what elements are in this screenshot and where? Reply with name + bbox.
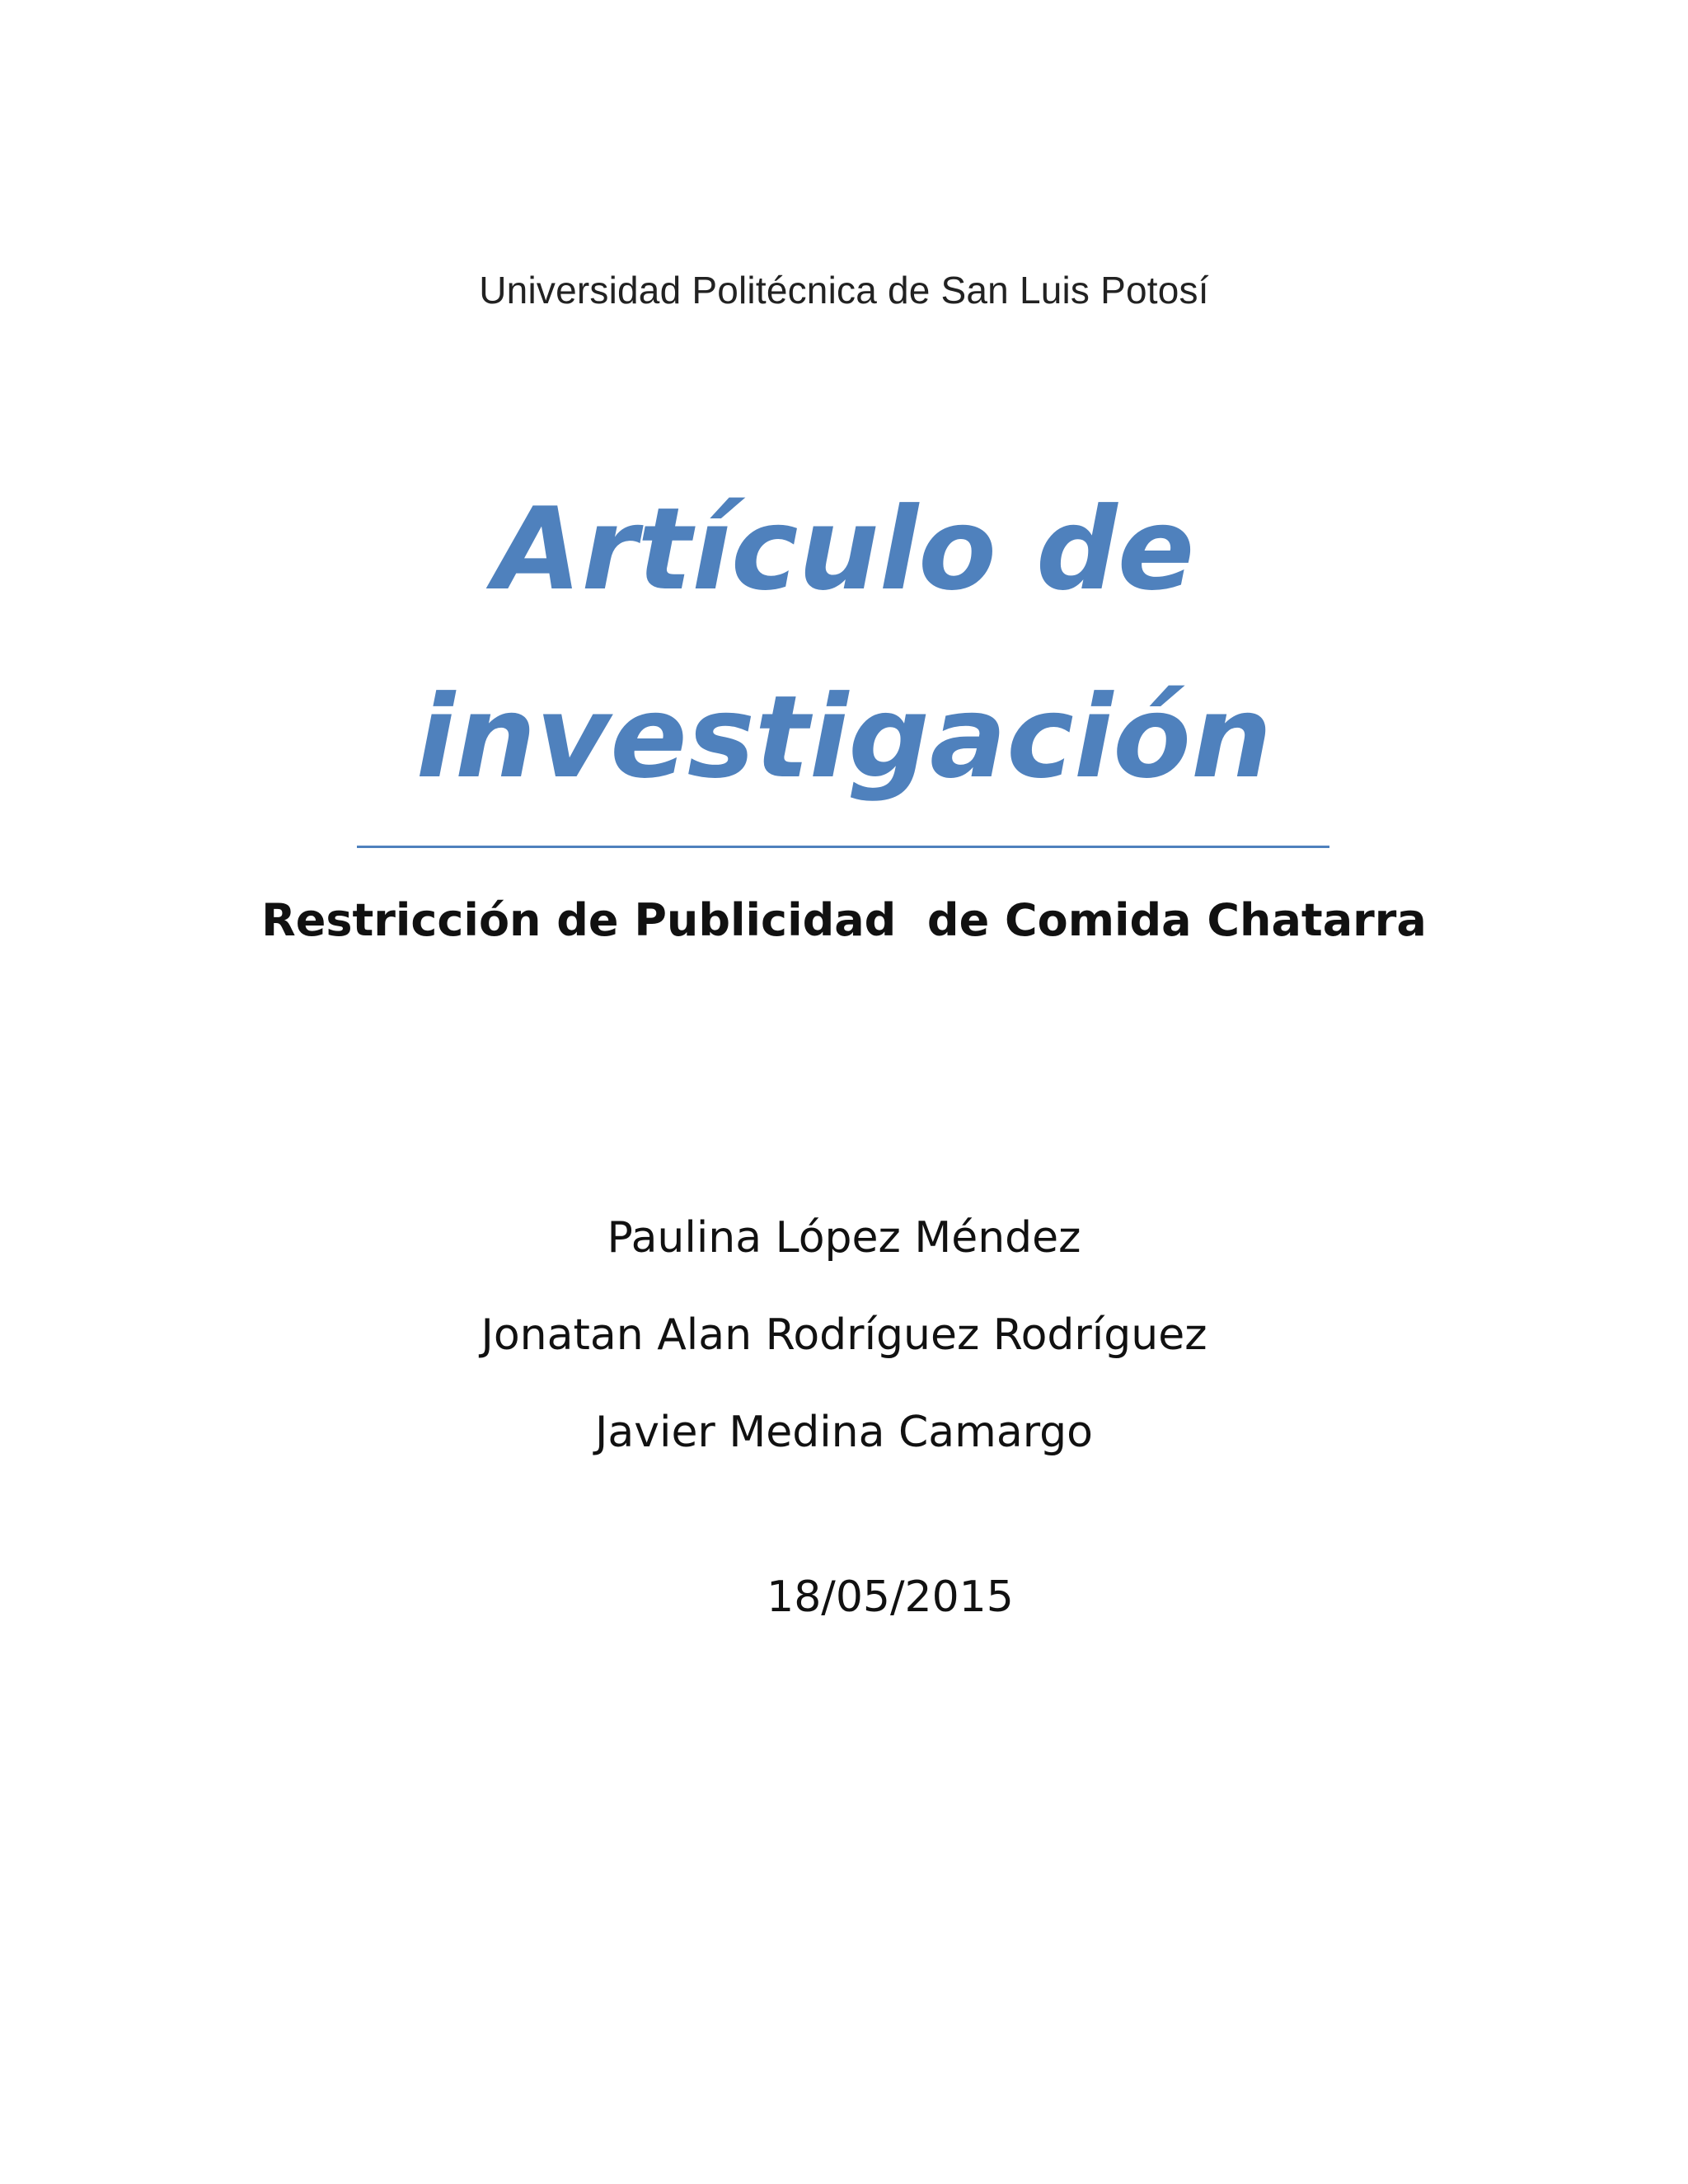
author-name: Paulina López Méndez [607, 1213, 1081, 1263]
subtitle: Restricción de Publicidad de Comida Chatarra [261, 894, 1427, 946]
title-divider [357, 846, 1329, 848]
author-name: Javier Medina Camargo [595, 1408, 1093, 1457]
institution-name: Universidad Politécnica de San Luis Potosí [479, 269, 1209, 312]
document-date: 18/05/2015 [767, 1572, 1014, 1622]
title-line-1: Artículo de [493, 483, 1195, 616]
title-line-2: investigación [415, 671, 1273, 804]
author-name: Jonatan Alan Rodríguez Rodríguez [481, 1310, 1207, 1360]
